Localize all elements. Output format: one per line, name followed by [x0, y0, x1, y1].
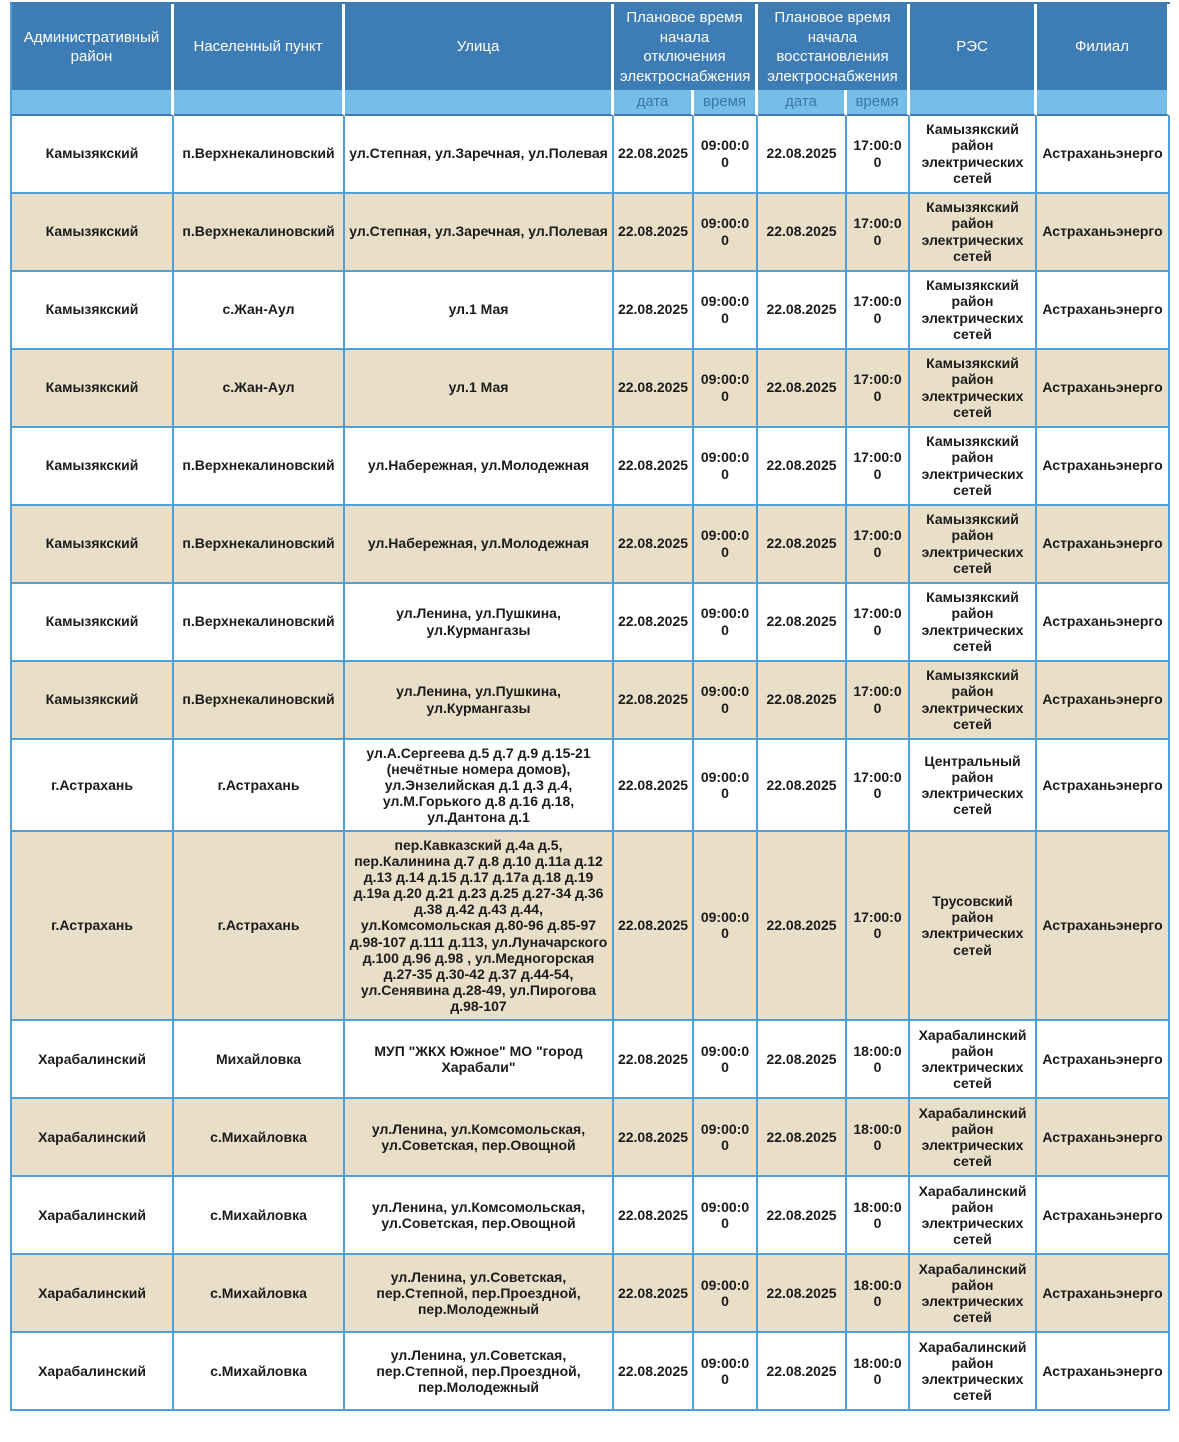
cell-res: Камызякский район электрических сетей [910, 350, 1037, 428]
cell-branch: Астраханьэнерго [1037, 662, 1170, 740]
cell-res: Центральный район электрических сетей [910, 740, 1037, 832]
cell-district: г.Астрахань [12, 740, 174, 832]
header-settlement: Населенный пункт [174, 4, 345, 90]
cell-branch: Астраханьэнерго [1037, 1255, 1170, 1333]
cell-outage-date: 22.08.2025 [614, 1021, 694, 1099]
cell-outage-time: 09:00:00 [694, 740, 758, 832]
cell-settlement: с.Михайловка [174, 1333, 345, 1411]
table-row [12, 428, 1170, 506]
cell-outage-time: 09:00:00 [694, 662, 758, 740]
cell-street: ул.Набережная, ул.Молодежная [345, 428, 614, 506]
cell-restore-date: 22.08.2025 [758, 662, 847, 740]
cell-restore-time: 18:00:00 [847, 1255, 910, 1333]
cell-district: Харабалинский [12, 1255, 174, 1333]
table-header-row [12, 4, 1170, 90]
cell-branch: Астраханьэнерго [1037, 1021, 1170, 1099]
cell-outage-time: 09:00:00 [694, 194, 758, 272]
cell-restore-time: 18:00:00 [847, 1333, 910, 1411]
cell-restore-time: 17:00:00 [847, 116, 910, 194]
cell-restore-date: 22.08.2025 [758, 116, 847, 194]
cell-settlement: п.Верхнекалиновский [174, 194, 345, 272]
table-row [12, 1099, 1170, 1177]
cell-district: Камызякский [12, 350, 174, 428]
cell-settlement: п.Верхнекалиновский [174, 428, 345, 506]
cell-street: МУП "ЖКХ Южное" МО "город Харабали" [345, 1021, 614, 1099]
cell-restore-date: 22.08.2025 [758, 1021, 847, 1099]
cell-res: Камызякский район электрических сетей [910, 272, 1037, 350]
cell-restore-date: 22.08.2025 [758, 428, 847, 506]
cell-street: ул.1 Мая [345, 272, 614, 350]
cell-restore-date: 22.08.2025 [758, 272, 847, 350]
cell-res: Камызякский район электрических сетей [910, 428, 1037, 506]
header-restore-start: Плановое время начала восстановления электроснабжения [758, 4, 910, 90]
cell-outage-date: 22.08.2025 [614, 272, 694, 350]
cell-restore-date: 22.08.2025 [758, 194, 847, 272]
cell-street: ул.Ленина, ул.Советская, пер.Степной, пер.Проездной, пер.Молодежный [345, 1333, 614, 1411]
cell-outage-time: 09:00:00 [694, 1177, 758, 1255]
cell-district: Харабалинский [12, 1177, 174, 1255]
cell-restore-time: 17:00:00 [847, 740, 910, 832]
cell-outage-time: 09:00:00 [694, 1099, 758, 1177]
cell-outage-date: 22.08.2025 [614, 1177, 694, 1255]
cell-res: Камызякский район электрических сетей [910, 506, 1037, 584]
cell-outage-time: 09:00:00 [694, 1333, 758, 1411]
cell-res: Камызякский район электрических сетей [910, 194, 1037, 272]
table-row [12, 1255, 1170, 1333]
cell-district: Камызякский [12, 194, 174, 272]
table-row [12, 506, 1170, 584]
cell-outage-time: 09:00:00 [694, 584, 758, 662]
cell-outage-date: 22.08.2025 [614, 662, 694, 740]
table-row [12, 584, 1170, 662]
cell-street: ул.Ленина, ул.Пушкина, ул.Курмангазы [345, 662, 614, 740]
cell-branch: Астраханьэнерго [1037, 506, 1170, 584]
table-row [12, 272, 1170, 350]
cell-outage-date: 22.08.2025 [614, 116, 694, 194]
subheader-empty-district [12, 90, 174, 116]
cell-restore-time: 18:00:00 [847, 1099, 910, 1177]
cell-outage-date: 22.08.2025 [614, 1255, 694, 1333]
cell-restore-date: 22.08.2025 [758, 506, 847, 584]
subheader-empty-branch [1037, 90, 1170, 116]
cell-restore-date: 22.08.2025 [758, 584, 847, 662]
table-row [12, 194, 1170, 272]
cell-street: ул.1 Мая [345, 350, 614, 428]
header-res: РЭС [910, 4, 1037, 90]
cell-restore-time: 18:00:00 [847, 1021, 910, 1099]
cell-res: Харабалинский район электрических сетей [910, 1099, 1037, 1177]
cell-restore-date: 22.08.2025 [758, 1255, 847, 1333]
table-row [12, 740, 1170, 832]
cell-restore-time: 17:00:00 [847, 662, 910, 740]
cell-street: ул.Ленина, ул.Комсомольская, ул.Советская, пер.Овощной [345, 1177, 614, 1255]
cell-branch: Астраханьэнерго [1037, 1099, 1170, 1177]
cell-street: ул.Степная, ул.Заречная, ул.Полевая [345, 116, 614, 194]
cell-branch: Астраханьэнерго [1037, 740, 1170, 832]
cell-restore-date: 22.08.2025 [758, 832, 847, 1021]
cell-outage-time: 09:00:00 [694, 116, 758, 194]
table-body [12, 116, 1170, 1412]
cell-district: Харабалинский [12, 1333, 174, 1411]
cell-settlement: п.Верхнекалиновский [174, 584, 345, 662]
cell-outage-time: 09:00:00 [694, 506, 758, 584]
cell-restore-time: 17:00:00 [847, 506, 910, 584]
cell-restore-date: 22.08.2025 [758, 1333, 847, 1411]
cell-street: пер.Кавказский д.4а д.5, пер.Калинина д.7 д.8 д.10 д.11а д.12 д.13 д.14 д.15 д.17 д.17а д.18 д.19 д.19а д.20 д.21 д.23 д.25 д.27-34 д.36 д.38 д.42 д.43 д.44, ул.Комсомольская д.80-96 д.85-97 д.98-107 д.111 д.113, ул.Луначарского д.100 д.96 д.98 , ул.Медногорская д.27-35 д.30-42 д.37 д.44-54, ул.Сенявина д.28-49, ул.Пирогова д.98-107 [345, 832, 614, 1021]
cell-restore-date: 22.08.2025 [758, 350, 847, 428]
cell-district: Камызякский [12, 584, 174, 662]
cell-restore-time: 17:00:00 [847, 832, 910, 1021]
cell-street: ул.Набережная, ул.Молодежная [345, 506, 614, 584]
cell-outage-time: 09:00:00 [694, 1255, 758, 1333]
cell-settlement: г.Астрахань [174, 832, 345, 1021]
cell-settlement: Михайловка [174, 1021, 345, 1099]
cell-res: Харабалинский район электрических сетей [910, 1021, 1037, 1099]
cell-restore-time: 17:00:00 [847, 272, 910, 350]
cell-outage-time: 09:00:00 [694, 272, 758, 350]
cell-settlement: с.Михайловка [174, 1099, 345, 1177]
cell-settlement: с.Михайловка [174, 1255, 345, 1333]
cell-outage-date: 22.08.2025 [614, 428, 694, 506]
cell-district: Камызякский [12, 428, 174, 506]
cell-district: Камызякский [12, 662, 174, 740]
cell-settlement: п.Верхнекалиновский [174, 506, 345, 584]
cell-res: Харабалинский район электрических сетей [910, 1177, 1037, 1255]
cell-restore-time: 17:00:00 [847, 584, 910, 662]
table-subheader-row [12, 90, 1170, 116]
table-row [12, 1021, 1170, 1099]
cell-settlement: с.Михайловка [174, 1177, 345, 1255]
outage-schedule-wrapper [10, 2, 1168, 1411]
cell-outage-date: 22.08.2025 [614, 1099, 694, 1177]
cell-branch: Астраханьэнерго [1037, 116, 1170, 194]
subheader-empty-res [910, 90, 1037, 116]
subheader-restore-date: дата [758, 90, 847, 116]
cell-settlement: п.Верхнекалиновский [174, 116, 345, 194]
cell-outage-date: 22.08.2025 [614, 506, 694, 584]
cell-outage-date: 22.08.2025 [614, 832, 694, 1021]
cell-res: Камызякский район электрических сетей [910, 584, 1037, 662]
cell-outage-time: 09:00:00 [694, 350, 758, 428]
subheader-empty-street [345, 90, 614, 116]
cell-res: Камызякский район электрических сетей [910, 662, 1037, 740]
cell-restore-time: 17:00:00 [847, 194, 910, 272]
cell-outage-time: 09:00:00 [694, 428, 758, 506]
table-row [12, 832, 1170, 1021]
cell-branch: Астраханьэнерго [1037, 584, 1170, 662]
cell-outage-date: 22.08.2025 [614, 1333, 694, 1411]
cell-street: ул.Ленина, ул.Пушкина, ул.Курмангазы [345, 584, 614, 662]
header-street: Улица [345, 4, 614, 90]
cell-outage-time: 09:00:00 [694, 1021, 758, 1099]
cell-street: ул.Степная, ул.Заречная, ул.Полевая [345, 194, 614, 272]
cell-district: г.Астрахань [12, 832, 174, 1021]
cell-district: Камызякский [12, 116, 174, 194]
table-row [12, 1177, 1170, 1255]
table-row [12, 116, 1170, 194]
cell-street: ул.Ленина, ул.Комсомольская, ул.Советская, пер.Овощной [345, 1099, 614, 1177]
header-branch: Филиал [1037, 4, 1170, 90]
cell-branch: Астраханьэнерго [1037, 1177, 1170, 1255]
subheader-outage-time: время [694, 90, 758, 116]
cell-restore-date: 22.08.2025 [758, 1099, 847, 1177]
cell-outage-date: 22.08.2025 [614, 194, 694, 272]
cell-res: Харабалинский район электрических сетей [910, 1333, 1037, 1411]
cell-outage-time: 09:00:00 [694, 832, 758, 1021]
cell-district: Харабалинский [12, 1021, 174, 1099]
cell-branch: Астраханьэнерго [1037, 428, 1170, 506]
cell-district: Камызякский [12, 272, 174, 350]
cell-restore-time: 18:00:00 [847, 1177, 910, 1255]
cell-res: Трусовский район электрических сетей [910, 832, 1037, 1021]
table-row [12, 662, 1170, 740]
cell-restore-date: 22.08.2025 [758, 740, 847, 832]
outage-schedule-table [10, 2, 1170, 1411]
cell-restore-time: 17:00:00 [847, 350, 910, 428]
cell-branch: Астраханьэнерго [1037, 1333, 1170, 1411]
subheader-empty-settlement [174, 90, 345, 116]
cell-district: Камызякский [12, 506, 174, 584]
cell-street: ул.А.Сергеева д.5 д.7 д.9 д.15-21 (нечётные номера домов), ул.Энзелийская д.1 д.3 д.4, ул.М.Горького д.8 д.16 д.18, ул.Дантона д.1 [345, 740, 614, 832]
subheader-restore-time: время [847, 90, 910, 116]
cell-outage-date: 22.08.2025 [614, 584, 694, 662]
subheader-outage-date: дата [614, 90, 694, 116]
cell-street: ул.Ленина, ул.Советская, пер.Степной, пер.Проездной, пер.Молодежный [345, 1255, 614, 1333]
cell-outage-date: 22.08.2025 [614, 350, 694, 428]
cell-settlement: г.Астрахань [174, 740, 345, 832]
cell-branch: Астраханьэнерго [1037, 194, 1170, 272]
cell-settlement: с.Жан-Аул [174, 350, 345, 428]
header-outage-start: Плановое время начала отключения электроснабжения [614, 4, 758, 90]
table-row [12, 1333, 1170, 1411]
header-admin-district: Административный район [12, 4, 174, 90]
table-row [12, 350, 1170, 428]
cell-branch: Астраханьэнерго [1037, 350, 1170, 428]
cell-settlement: с.Жан-Аул [174, 272, 345, 350]
cell-res: Камызякский район электрических сетей [910, 116, 1037, 194]
cell-restore-time: 17:00:00 [847, 428, 910, 506]
cell-outage-date: 22.08.2025 [614, 740, 694, 832]
cell-district: Харабалинский [12, 1099, 174, 1177]
cell-res: Харабалинский район электрических сетей [910, 1255, 1037, 1333]
cell-restore-date: 22.08.2025 [758, 1177, 847, 1255]
cell-branch: Астраханьэнерго [1037, 272, 1170, 350]
cell-settlement: п.Верхнекалиновский [174, 662, 345, 740]
cell-branch: Астраханьэнерго [1037, 832, 1170, 1021]
